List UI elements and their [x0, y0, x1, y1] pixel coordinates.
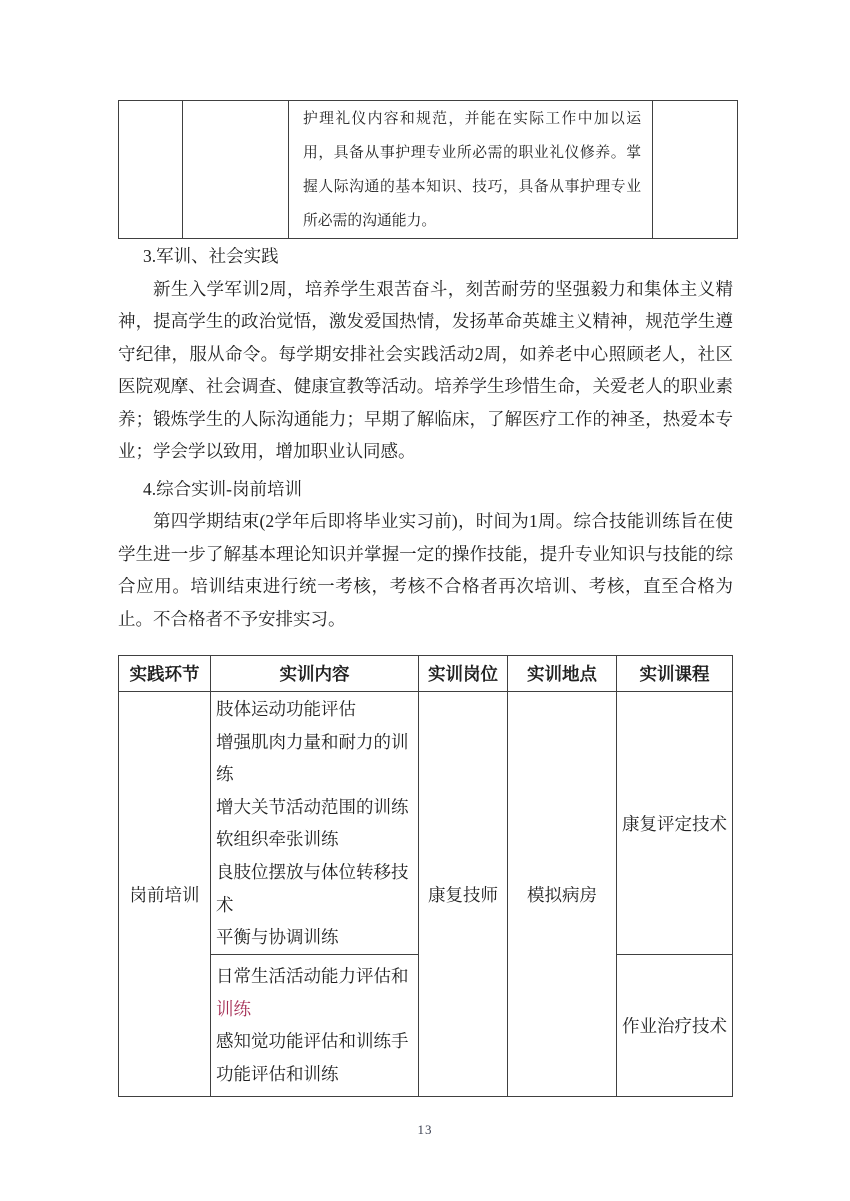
training-content-item: 日常生活活动能力评估和 训练: [216, 966, 409, 1019]
page-number: 13: [417, 1122, 433, 1137]
paragraph-pre-job-training: 第四学期结束(2学年后即将毕业实习前)，时间为1周。综合技能训练旨在使学生进一步了解基本理论知识并掌握一定的操作技能，提升专业知识与技能的综合应用。培训结束进行统一考核，考核不合格者再次培训、考核，直至合格为止。不合格者不予安排实习。: [118, 511, 733, 629]
table-row: [119, 692, 733, 955]
continued-table: [118, 100, 738, 239]
training-content-item: 增大关节活动范围的训练: [216, 796, 409, 817]
table-row: [119, 101, 738, 239]
location-cell: 模拟病房: [508, 692, 617, 1097]
header-training-course: 实训课程: [617, 656, 733, 692]
section-heading-3: 3.军训、社会实践: [143, 246, 279, 266]
table-cell-empty: [653, 101, 738, 239]
course-cell: 康复评定技术: [617, 692, 733, 955]
table-cell-empty: [119, 101, 183, 239]
header-training-post: 实训岗位: [419, 656, 508, 692]
training-content-item: 良肢位摆放与体位转移技 术: [216, 861, 409, 915]
highlighted-text: 训练: [216, 998, 251, 1019]
table-cell-text: 护理礼仪内容和规范，并能在实际工作中加以运用，具备从事护理专业所必需的职业礼仪修养。掌握人际沟通的基本知识、技巧，具备从事护理专业所必需的沟通能力。: [289, 101, 653, 239]
table-cell-empty: [183, 101, 289, 239]
training-content-item: 软组织牵张训练: [216, 829, 339, 850]
course-cell: 作业治疗技术: [617, 955, 733, 1097]
table-header-row: [119, 656, 733, 692]
body-text: [118, 240, 733, 635]
training-content-item: 感知觉功能评估和训练手 功能评估和训练: [216, 1031, 409, 1084]
training-table: [118, 655, 733, 1097]
header-training-location: 实训地点: [508, 656, 617, 692]
training-content-cell: [211, 955, 419, 1097]
header-training-content: 实训内容: [211, 656, 419, 692]
training-content-item: 肢体运动功能评估: [216, 699, 356, 719]
section-heading-4: 4.综合实训-岗前培训: [143, 478, 302, 499]
training-content-item: 平衡与协调训练: [216, 927, 339, 948]
paragraph-military-training: 新生入学军训2周，培养学生艰苦奋斗，刻苦耐劳的坚强毅力和集体主义精神，提高学生的政治觉悟，激发爱国热情，发扬革命英雄主义精神，规范学生遵守纪律，服从命令。每学期安排社会实践活动2周，如养老中心照顾老人，社区医院观摩、社会调查、健康宣教等活动。培养学生珍惜生命，关爱老人的职业素养；锻炼学生的人际沟通能力；早期了解临床，了解医疗工作的神圣，热爱本专业；学会学以致用，增加职业认同感。: [118, 278, 733, 461]
training-content-cell: [211, 692, 419, 955]
phase-cell: 岗前培训: [119, 692, 211, 1097]
post-cell: 康复技师: [419, 692, 508, 1097]
training-content-item: 增强肌肉力量和耐力的训 练: [216, 731, 409, 785]
header-practice-phase: 实践环节: [119, 656, 211, 692]
